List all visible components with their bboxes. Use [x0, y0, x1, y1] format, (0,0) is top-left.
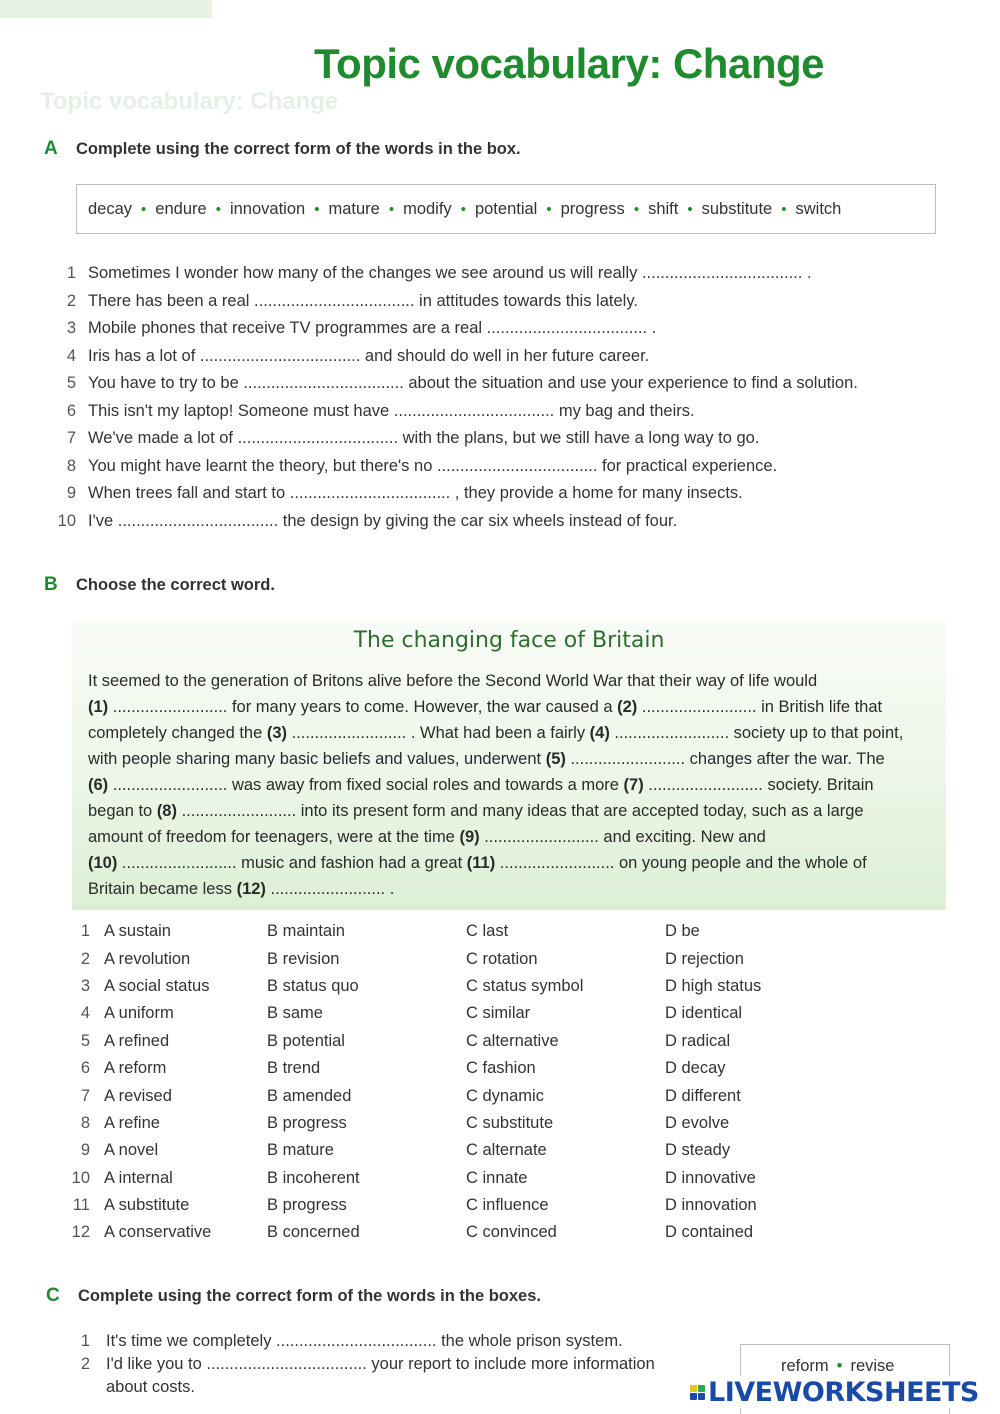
option-d: D rejection [665, 949, 744, 968]
section-b-heading [44, 574, 275, 596]
option-d: D innovation [665, 1196, 757, 1215]
box-word: mature [328, 199, 380, 218]
option-number: 4 [80, 1004, 90, 1023]
box-word: decay [88, 199, 133, 218]
bullet-icon: • [836, 1357, 843, 1375]
option-d: D be [665, 922, 700, 941]
item-text: When trees fall and start to ................................... , they provide a home for many insects. [88, 484, 743, 503]
article-text-segment: ......................... . [265, 880, 395, 898]
item-number: 2 [66, 291, 76, 310]
option-c: C innate [466, 1168, 528, 1187]
option-a: A social status [104, 976, 210, 995]
option-b: B incoherent [267, 1168, 360, 1187]
option-b: B same [267, 1004, 323, 1023]
option-b: B status quo [267, 976, 359, 995]
bullet-icon: • [546, 200, 552, 218]
gap-number: (3) [266, 724, 288, 742]
option-c: C dynamic [466, 1086, 544, 1105]
logo-square [690, 1385, 697, 1392]
list-item [62, 1330, 655, 1353]
option-a: A substitute [104, 1196, 190, 1215]
article-text-segment: began to [88, 802, 157, 820]
brand-text: LIVEWORKSHEETS [708, 1376, 979, 1408]
article-line [88, 746, 903, 772]
option-a: A refined [104, 1031, 170, 1050]
option-number: 5 [80, 1031, 90, 1050]
option-b: B trend [267, 1059, 321, 1078]
option-d: D different [665, 1086, 741, 1105]
option-d: D contained [665, 1223, 754, 1242]
option-row [60, 1165, 815, 1192]
list-item [50, 425, 858, 453]
gap-number: (9) [459, 828, 480, 846]
option-b: B progress [267, 1113, 347, 1132]
bullet-icon: • [215, 200, 221, 218]
option-b: B amended [267, 1086, 352, 1105]
box-word: substitute [701, 199, 773, 218]
option-number: 12 [71, 1223, 90, 1242]
option-c: C status symbol [466, 976, 584, 995]
item-text: Sometimes I wonder how many of the changes we see around us will really ................................... . [88, 264, 812, 283]
article-text-segment: ......................... society up to that point, [609, 724, 904, 742]
option-row [60, 1000, 815, 1027]
item-number: 10 [57, 511, 76, 530]
item-number: 9 [66, 484, 76, 503]
article-text-segment: ......................... was away from fixed social roles and towards a more [108, 776, 624, 794]
list-item [50, 343, 858, 371]
list-item [50, 370, 858, 398]
article-line [88, 720, 903, 746]
article-text-segment: ......................... music and fashion had a great [117, 854, 467, 872]
list-item [62, 1353, 655, 1376]
article-text [88, 668, 903, 902]
option-d: D radical [665, 1031, 731, 1050]
option-row [60, 973, 815, 1000]
bullet-icon: • [141, 200, 147, 218]
bullet-icon: • [460, 200, 466, 218]
article-text-segment: ......................... in British life that [637, 698, 883, 716]
article-text-segment: amount of freedom for teenagers, were at the time [88, 828, 460, 846]
box-word: modify [403, 199, 452, 218]
item-number: 3 [66, 319, 76, 338]
article-text-segment: ......................... changes after the war. The [565, 750, 885, 768]
list-item [50, 453, 858, 481]
section-b-letter: B [44, 574, 58, 595]
article-line [88, 668, 903, 694]
box-word: innovation [229, 199, 306, 218]
bullet-icon: • [314, 200, 320, 218]
option-b: B concerned [267, 1223, 360, 1242]
option-number: 7 [80, 1086, 90, 1105]
option-d: D high status [665, 976, 762, 995]
option-c: C rotation [466, 949, 538, 968]
article-text-segment: ......................... into its present form and many ideas that are accepted today, such as a large [176, 802, 864, 820]
list-item [50, 508, 858, 536]
liveworksheets-brand[interactable] [690, 1376, 985, 1408]
logo-square [698, 1385, 705, 1392]
option-row [60, 1055, 815, 1082]
section-a-letter: A [44, 138, 58, 159]
option-number: 11 [72, 1196, 90, 1215]
article-panel [72, 620, 946, 910]
option-c: C influence [466, 1196, 549, 1215]
item-text: This isn't my laptop! Someone must have ................................... my bag and theirs. [88, 401, 695, 420]
option-b: B progress [267, 1196, 347, 1215]
section-a-heading [44, 138, 521, 160]
option-row [60, 1110, 815, 1137]
list-item [50, 398, 858, 426]
article-title: The changing face of Britain [353, 628, 665, 653]
gap-number: (12) [236, 880, 266, 898]
item-number: 4 [66, 346, 76, 365]
article-text-segment: with people sharing many basic beliefs and values, underwent [88, 750, 546, 768]
article-line [88, 798, 903, 824]
option-row [60, 945, 815, 972]
gap-number: (5) [545, 750, 566, 768]
option-row [60, 1028, 815, 1055]
item-text: Mobile phones that receive TV programmes are a real ................................... . [88, 319, 657, 338]
gap-number: (6) [88, 776, 109, 794]
item-number: 1 [66, 264, 76, 283]
item-text-continued: about costs. [106, 1378, 195, 1396]
logo-square [698, 1393, 705, 1400]
option-a: A internal [104, 1168, 173, 1187]
option-b: B maintain [267, 922, 345, 941]
option-number: 9 [80, 1141, 90, 1160]
option-a: A conservative [104, 1223, 212, 1242]
bullet-icon: • [388, 200, 395, 218]
article-line [88, 772, 903, 798]
article-text-segment: Britain became less [88, 880, 237, 898]
item-text: It's time we completely ................................... the whole prison system. [106, 1332, 623, 1350]
box-word: revise [850, 1357, 895, 1375]
article-text-segment: It seemed to the generation of Britons alive before the Second World War that their way of life would [88, 672, 818, 690]
liveworksheets-logo-icon [690, 1385, 705, 1400]
article-text-segment: ......................... on young people and the whole of [495, 854, 867, 872]
article-line [88, 694, 903, 720]
item-text: I've ................................... the design by giving the car six wheels instead of four. [88, 511, 678, 530]
box-word: potential [474, 199, 538, 218]
option-row [60, 1082, 815, 1109]
option-a: A revised [104, 1086, 172, 1105]
option-a: A reform [104, 1059, 167, 1078]
item-text: There has been a real ................................... in attitudes towards this lately. [88, 291, 638, 310]
article-line [88, 876, 903, 902]
gap-number: (8) [156, 802, 177, 820]
item-text: We've made a lot of ................................... with the plans, but we still have a long way to go. [88, 429, 760, 448]
list-item [50, 315, 858, 343]
gap-number: (2) [617, 698, 638, 716]
list-item [50, 480, 858, 508]
option-number: 6 [80, 1059, 90, 1078]
gap-number: (4) [589, 724, 610, 742]
section-c-list [62, 1330, 655, 1399]
option-c: C alternate [466, 1141, 547, 1160]
box-word: endure [155, 199, 207, 218]
option-c: C similar [466, 1004, 531, 1023]
option-d: D identical [665, 1004, 743, 1023]
option-c: C convinced [466, 1223, 557, 1242]
item-text: Iris has a lot of ................................... and should do well in her future career. [88, 346, 650, 365]
item-text: You might have learnt the theory, but there's no ................................... for practical experience. [88, 456, 778, 475]
box-word: reform [781, 1357, 829, 1375]
option-b: B revision [267, 949, 340, 968]
option-c: C alternative [466, 1031, 559, 1050]
option-number: 1 [80, 922, 90, 941]
option-a: A novel [104, 1141, 159, 1160]
option-row [60, 918, 815, 945]
box-word: progress [560, 199, 625, 218]
faded-header-text: Topic vocabulary: Change [40, 88, 339, 115]
box-word: shift [648, 199, 679, 218]
option-c: C last [466, 922, 509, 941]
option-number: 8 [80, 1113, 90, 1132]
list-item [50, 260, 858, 288]
option-b: B potential [267, 1031, 345, 1050]
option-a: A refine [104, 1113, 160, 1132]
option-c: C substitute [466, 1113, 554, 1132]
option-number: 10 [71, 1168, 90, 1187]
bullet-icon: • [687, 200, 693, 218]
option-c: C fashion [466, 1059, 536, 1078]
section-a-list [50, 260, 858, 535]
item-number: 1 [80, 1332, 90, 1350]
list-item [50, 288, 858, 316]
article-line [88, 850, 903, 876]
option-row [60, 1219, 815, 1246]
option-number: 3 [80, 976, 90, 995]
corner-tab [0, 0, 212, 18]
item-number: 7 [66, 429, 76, 448]
option-d: D innovative [665, 1168, 756, 1187]
gap-number: (11) [466, 854, 496, 872]
option-d: D decay [665, 1059, 726, 1078]
article-text-segment: completely changed the [88, 724, 267, 742]
logo-square [690, 1393, 697, 1400]
gap-number: (1) [88, 698, 109, 716]
section-c-instruction: Complete using the correct form of the words in the boxes. [78, 1287, 541, 1305]
bullet-icon: • [781, 200, 787, 218]
item-number: 2 [80, 1355, 90, 1373]
option-number: 2 [80, 949, 90, 968]
option-row [60, 1137, 815, 1164]
gap-number: (7) [623, 776, 644, 794]
options-table [60, 918, 815, 1247]
article-line [88, 824, 903, 850]
word-box [76, 184, 936, 234]
option-d: D steady [665, 1141, 731, 1160]
page-title: Topic vocabulary: Change [314, 40, 824, 87]
option-d: D evolve [665, 1113, 730, 1132]
section-c-letter: C [46, 1285, 60, 1306]
item-text: You have to try to be ................................... about the situation and use your experience to find a solution. [88, 374, 858, 393]
article-text-segment: ......................... and exciting. New and [479, 828, 766, 846]
article-text-segment: ......................... . What had been a fairly [287, 724, 590, 742]
article-text-segment: ......................... for many years to come. However, the war caused a [108, 698, 618, 716]
option-a: A uniform [104, 1004, 174, 1023]
section-c-heading [46, 1285, 541, 1307]
section-a-instruction: Complete using the correct form of the words in the box. [76, 140, 521, 158]
section-b-instruction: Choose the correct word. [76, 576, 275, 594]
option-row [60, 1192, 815, 1219]
bullet-icon: • [633, 200, 640, 218]
word-box-c-text [781, 1357, 894, 1376]
option-b: B mature [267, 1141, 334, 1160]
gap-number: (10) [88, 854, 118, 872]
article-text-segment: ......................... society. Britain [643, 776, 874, 794]
item-number: 6 [66, 401, 76, 420]
option-a: A sustain [104, 922, 171, 941]
box-word: switch [795, 199, 842, 218]
item-text: I'd like you to ................................... your report to include more information [106, 1355, 655, 1373]
item-number: 5 [66, 374, 76, 393]
item-number: 8 [66, 456, 76, 475]
option-a: A revolution [104, 949, 191, 968]
